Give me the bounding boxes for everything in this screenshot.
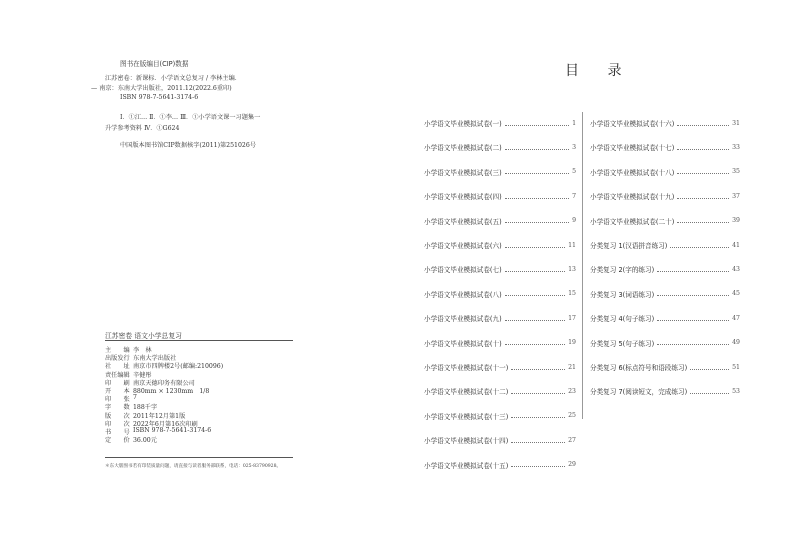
colophon-label: 书 号 — [105, 429, 130, 436]
colophon-label: 版 次 — [105, 412, 130, 420]
colophon-value: 36.00元 — [133, 437, 157, 445]
toc-leader-dots — [505, 198, 569, 199]
toc-entry[interactable] — [424, 239, 576, 251]
colophon-label: 开 本 — [105, 388, 130, 395]
right-page — [395, 0, 790, 558]
colophon-label: 主 编 — [105, 347, 130, 354]
toc-entry-page: 35 — [732, 168, 740, 176]
toc-entry[interactable] — [424, 215, 576, 227]
toc-leader-dots — [690, 393, 729, 394]
toc-entry[interactable] — [590, 239, 740, 251]
colophon-top-rule — [105, 340, 293, 341]
toc-entry-page: 39 — [732, 217, 740, 225]
cip-line: 升学参考资料 Ⅳ．①G624 — [105, 125, 180, 132]
toc-entry-label: 小学语文毕业模拟试卷(十二) — [424, 388, 509, 397]
colophon-label: 字 数 — [105, 404, 130, 412]
toc-entry-page: 47 — [732, 314, 740, 322]
toc-entry-label: 小学语文毕业模拟试卷(四) — [424, 193, 502, 202]
toc-entry-page: 1 — [572, 119, 576, 127]
colophon-label: 出版发行 — [105, 355, 130, 363]
toc-entry-page: 17 — [568, 314, 576, 322]
toc-leader-dots — [511, 369, 565, 370]
toc-entry[interactable] — [590, 190, 740, 202]
toc-entry[interactable] — [590, 263, 740, 275]
toc-leader-dots — [505, 149, 569, 150]
toc-entry[interactable] — [590, 361, 740, 373]
toc-entry-page: 15 — [568, 290, 576, 298]
toc-entry-page: 13 — [568, 265, 576, 273]
toc-entry[interactable] — [424, 166, 576, 178]
toc-entry[interactable] — [590, 141, 740, 153]
cip-line: — 南京：东南大学出版社，2011.12(2022.6重印) — [91, 85, 232, 92]
toc-entry[interactable] — [424, 288, 576, 300]
toc-leader-dots — [677, 222, 729, 223]
toc-leader-dots — [511, 393, 565, 394]
toc-entry[interactable] — [590, 166, 740, 178]
toc-entry-page: 41 — [732, 241, 740, 249]
toc-entry[interactable] — [424, 117, 576, 129]
toc-leader-dots — [690, 369, 729, 370]
colophon-label: 责任编辑 — [105, 371, 130, 379]
toc-leader-dots — [505, 295, 565, 296]
toc-entry-label: 小学语文毕业模拟试卷(九) — [424, 315, 502, 324]
colophon-value: 南京天德印务有限公司 — [133, 379, 195, 387]
toc-leader-dots — [677, 125, 729, 126]
toc-entry-label: 小学语文毕业模拟试卷(一) — [424, 120, 502, 128]
toc-leader-dots — [505, 173, 569, 174]
toc-entry-page: 49 — [732, 339, 740, 347]
toc-leader-dots — [505, 271, 565, 272]
toc-entry-page: 3 — [572, 143, 576, 151]
toc-leader-dots — [677, 173, 729, 174]
toc-entry-label: 小学语文毕业模拟试卷(六) — [424, 242, 502, 250]
toc-entry-page: 37 — [732, 192, 740, 200]
toc-entry-label: 小学语文毕业模拟试卷(十五) — [424, 461, 509, 470]
toc-entry-page: 33 — [732, 143, 740, 151]
toc-entry-label: 小学语文毕业模拟试卷(十六) — [590, 120, 675, 128]
cip-line: 江苏密卷：新课标．小学语文总复习 / 李林主编． — [105, 75, 241, 82]
toc-leader-dots — [657, 320, 729, 321]
toc-entry-label: 分类复习 5(句子练习) — [590, 339, 655, 348]
colophon-label: 定 价 — [105, 437, 130, 445]
toc-entry[interactable] — [424, 434, 576, 446]
toc-entry-page: 27 — [568, 436, 576, 444]
toc-leader-dots — [505, 222, 569, 223]
cip-line: Ⅰ．①江… Ⅱ．①李… Ⅲ．①小学语文课一习题集一 — [120, 114, 261, 121]
colophon-title: 江苏密卷 语文小学总复习 — [105, 332, 182, 340]
colophon-value: 7 — [133, 394, 137, 402]
toc-entry-page: 25 — [568, 412, 576, 420]
toc-entry[interactable] — [590, 312, 740, 324]
toc-entry[interactable] — [590, 337, 740, 349]
toc-leader-dots — [505, 344, 565, 345]
toc-entry-label: 小学语文毕业模拟试卷(三) — [424, 168, 502, 177]
toc-entry-page: 9 — [572, 217, 576, 225]
toc-leader-dots — [511, 442, 565, 443]
toc-leader-dots — [677, 149, 729, 150]
toc-entry-page: 19 — [568, 339, 576, 347]
toc-entry[interactable] — [424, 312, 576, 324]
toc-leader-dots — [511, 417, 565, 418]
toc-entry-page: 23 — [568, 387, 576, 395]
colophon-value: 2011年12月第1版 — [133, 412, 186, 420]
toc-entry[interactable] — [590, 117, 740, 129]
colophon-value: ISBN 978-7-5641-3174-6 — [133, 427, 212, 434]
toc-entry[interactable] — [590, 215, 740, 227]
toc-leader-dots — [657, 344, 729, 345]
toc-leader-dots — [670, 247, 729, 248]
colophon-value: 李 林 — [133, 347, 152, 354]
colophon-value: 南京市四牌楼2号(邮编:210096) — [133, 363, 224, 371]
toc-entry-label: 分类复习 7(阅读短文，完成练习) — [590, 388, 688, 397]
toc-entry-page: 5 — [572, 168, 576, 176]
toc-entry[interactable] — [424, 410, 576, 422]
toc-entry-label: 小学语文毕业模拟试卷(八) — [424, 290, 502, 299]
colophon-value: 2022年6月第16次印刷 — [133, 420, 198, 428]
toc-leader-dots — [511, 466, 565, 467]
toc-entry-label: 小学语文毕业模拟试卷(十八) — [590, 168, 675, 177]
toc-entry-page: 43 — [732, 265, 740, 273]
toc-leader-dots — [677, 198, 729, 199]
toc-entry[interactable] — [424, 141, 576, 153]
toc-leader-dots — [657, 271, 729, 272]
toc-entry-label: 小学语文毕业模拟试卷(十三) — [424, 412, 509, 421]
colophon-note: ＊东大版图书若有印装质量问题，请直接与读者服务部联系，电话：025-83790928。 — [105, 464, 282, 469]
toc-entry-label: 小学语文毕业模拟试卷(十七) — [590, 144, 675, 153]
toc-entry-page: 11 — [568, 241, 576, 249]
toc-entry-label: 小学语文毕业模拟试卷(十四) — [424, 437, 509, 446]
toc-entry-page: 21 — [568, 363, 576, 371]
toc-leader-dots — [505, 247, 565, 248]
toc-title: 目 录 — [565, 63, 634, 79]
colophon-value: 188千字 — [133, 404, 158, 412]
colophon-value: 东南大学出版社 — [133, 355, 177, 363]
cip-title: 图书在版编目(CIP)数据 — [120, 60, 189, 68]
toc-entry-label: 分类复习 2(字的练习) — [590, 266, 655, 275]
colophon-bottom-rule — [105, 457, 293, 458]
toc-entry[interactable] — [424, 385, 576, 397]
colophon-row — [105, 435, 157, 444]
toc-leader-dots — [505, 125, 569, 126]
toc-entry[interactable] — [424, 361, 576, 373]
toc-entry[interactable] — [590, 385, 740, 397]
toc-entry-label: 小学语文毕业模拟试卷(十九) — [590, 193, 675, 202]
toc-entry-page: 31 — [732, 119, 740, 127]
colophon-value: 880mm × 1230mm 1/8 — [133, 388, 210, 395]
toc-entry-page: 45 — [732, 290, 740, 298]
toc-entry-page: 7 — [572, 192, 576, 200]
cip-number: 中国版本图书馆CIP数据核字(2011)第251026号 — [120, 142, 256, 149]
toc-entry-label: 分类复习 1(汉语拼音练习) — [590, 242, 668, 250]
toc-entry-label: 小学语文毕业模拟试卷(十) — [424, 339, 502, 348]
toc-leader-dots — [505, 320, 565, 321]
cip-line: ISBN 978-7-5641-3174-6 — [120, 94, 199, 101]
toc-entry[interactable] — [590, 288, 740, 300]
toc-entry[interactable] — [424, 459, 576, 471]
toc-divider — [582, 112, 583, 419]
toc-leader-dots — [657, 295, 729, 296]
toc-entry-label: 小学语文毕业模拟试卷(十一) — [424, 364, 509, 372]
toc-entry-label: 小学语文毕业模拟试卷(二十) — [590, 217, 675, 226]
toc-entry-page: 53 — [732, 387, 740, 395]
toc-entry-label: 小学语文毕业模拟试卷(二) — [424, 144, 502, 153]
colophon-label: 印 张 — [105, 396, 130, 404]
toc-entry-label: 小学语文毕业模拟试卷(五) — [424, 217, 502, 226]
colophon-label: 印 次 — [105, 420, 130, 428]
toc-entry[interactable] — [424, 263, 576, 275]
toc-entry-page: 29 — [568, 461, 576, 469]
toc-entry-label: 分类复习 6(标点符号和语段练习) — [590, 364, 688, 372]
colophon-label: 印 刷 — [105, 379, 130, 387]
colophon-value: 辛健彤 — [133, 371, 152, 379]
toc-entry-label: 小学语文毕业模拟试卷(七) — [424, 266, 502, 275]
toc-entry[interactable] — [424, 337, 576, 349]
colophon-label: 社 址 — [105, 363, 130, 371]
toc-entry[interactable] — [424, 190, 576, 202]
toc-entry-label: 分类复习 3(词语练习) — [590, 290, 655, 299]
toc-entry-page: 51 — [732, 363, 740, 371]
toc-entry-label: 分类复习 4(句子练习) — [590, 315, 655, 324]
